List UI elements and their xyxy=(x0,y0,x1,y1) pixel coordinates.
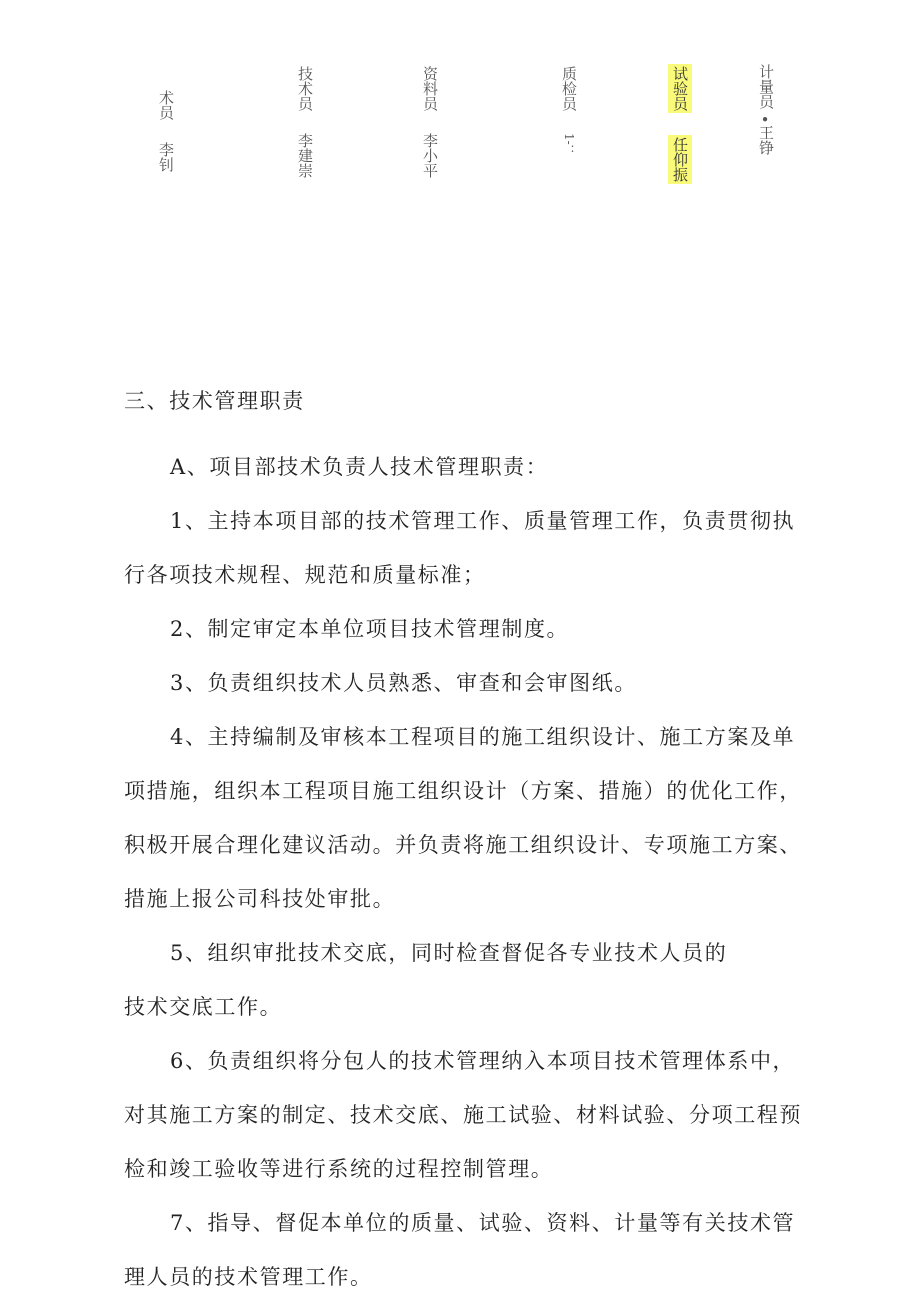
duty-item-4: 4、主持编制及审核本工程项目的施工组织设计、施工方案及单项措施，组织本工程项目施工组织设计（方案、措施）的优化工作，积极开展合理化建议活动。并负责将施工组织设计、专项施工方案、措施上报公司科技处审批。 xyxy=(124,725,802,911)
org-chart xyxy=(0,0,920,260)
duty-item-5: 5、组织审批技术交底，同时检查督促各专业技术人员的 xyxy=(170,941,728,965)
org-name: 1-： xyxy=(562,133,576,157)
bullet-mark: • xyxy=(760,111,770,129)
org-column-5 xyxy=(668,64,688,184)
org-column-metering xyxy=(755,64,775,161)
org-name: 李小平 xyxy=(421,133,439,178)
org-name: 王铮 xyxy=(757,125,775,155)
org-name: 任仰振 xyxy=(668,135,692,184)
org-column-4 xyxy=(557,66,577,157)
org-name: 李钊 xyxy=(157,142,175,172)
duty-item-6: 6、负责组织将分包人的技术管理纳入本项目技术管理体系中，对其施工方案的制定、技术交底、施工试验、材料试验、分项工程预检和竣工验收等进行系统的过程控制管理。 xyxy=(124,1049,802,1181)
subheading: A、项目部技术负责人技术管理职责： xyxy=(170,455,549,479)
duty-item-1: 1、主持本项目部的技术管理工作、质量管理工作，负责贯彻执行各项技术规程、规范和质量标准； xyxy=(124,509,796,587)
org-role: 资料员 xyxy=(421,66,439,111)
org-role: 术员 xyxy=(157,90,175,120)
duty-item-3: 3、负责组织技术人员熟悉、审查和会审图纸。 xyxy=(170,671,637,695)
org-role: 质检员 xyxy=(560,66,578,111)
duty-item-5-continued: 技术交底工作。 xyxy=(124,995,283,1019)
org-role: 技术员 xyxy=(296,66,314,111)
duty-item-2: 2、制定审定本单位项目技术管理制度。 xyxy=(170,617,570,641)
section-body xyxy=(124,440,804,1304)
section-heading: 三、技术管理职责 xyxy=(124,389,305,413)
org-role: 试验员 xyxy=(668,64,692,113)
org-column-2 xyxy=(293,66,313,178)
org-name: 李建崇 xyxy=(296,133,314,178)
org-column-1 xyxy=(154,90,174,172)
org-column-3 xyxy=(418,66,438,178)
duty-item-7: 7、指导、督促本单位的质量、试验、资料、计量等有关技术管理人员的技术管理工作。 xyxy=(124,1211,796,1289)
org-role: 计量员 xyxy=(757,64,775,109)
